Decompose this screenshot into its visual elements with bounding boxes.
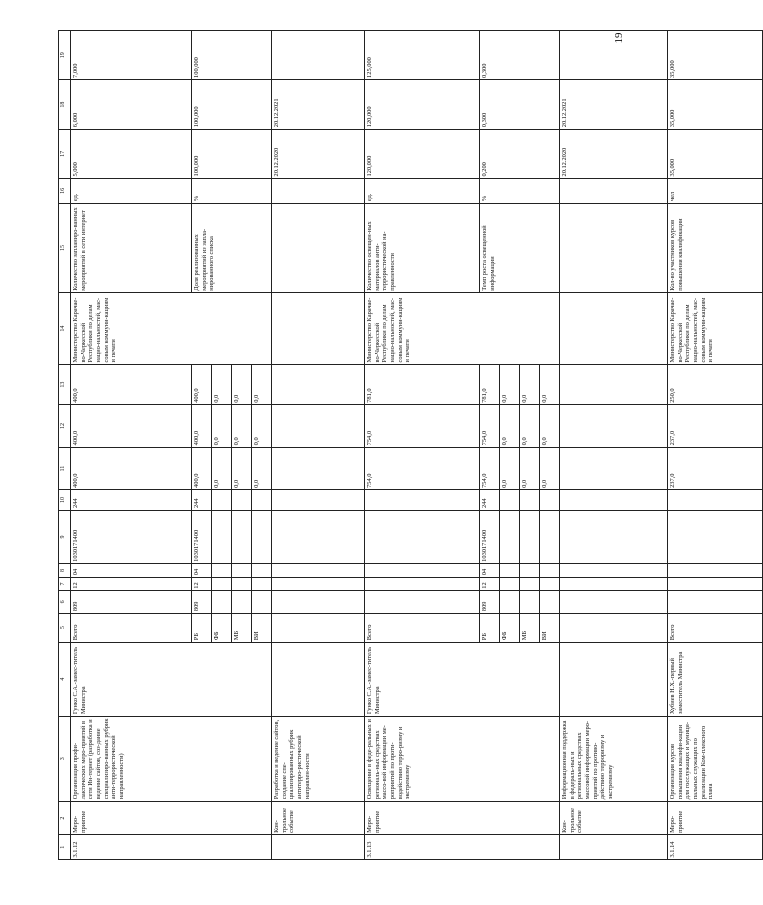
indicator-2021: 0,300 xyxy=(480,80,560,129)
source-rz: 12 xyxy=(480,577,500,590)
source-gr: 809 xyxy=(480,591,500,613)
col-header: 12 xyxy=(59,405,71,448)
col-header: 16 xyxy=(59,179,71,204)
empty-cell xyxy=(272,577,365,590)
total-2021: 400,0 xyxy=(71,405,192,448)
indicator-2021: 35,000 xyxy=(668,80,763,129)
source-gr xyxy=(232,591,252,613)
total-gr: 809 xyxy=(71,591,192,613)
total-pr: 04 xyxy=(71,564,192,577)
source-2021: 0,0 xyxy=(520,405,540,448)
col-header: 13 xyxy=(59,364,71,404)
indicator-2020: 35,000 xyxy=(668,129,763,178)
col-header: 4 xyxy=(59,642,71,716)
source-2022: 0,0 xyxy=(540,364,560,404)
source-vr xyxy=(520,490,540,510)
empty-cell xyxy=(272,203,365,293)
col-header: 11 xyxy=(59,447,71,490)
source-csr xyxy=(500,510,520,564)
total-2022: 250,0 xyxy=(668,364,763,404)
col-header: 7 xyxy=(59,577,71,590)
date-2021: 20.12.2021 xyxy=(272,80,365,129)
total-gr xyxy=(668,591,763,613)
source-vr: 244 xyxy=(192,490,212,510)
total-pr xyxy=(365,564,480,577)
empty-cell xyxy=(272,364,365,404)
empty-cell xyxy=(560,591,668,613)
col-header: 17 xyxy=(59,129,71,178)
indicator-unit: ед. xyxy=(365,179,480,204)
page-number: 19 xyxy=(613,32,625,44)
source-pr xyxy=(212,564,232,577)
source-2022: 0,0 xyxy=(252,364,272,404)
empty-cell xyxy=(272,613,365,642)
table-row xyxy=(365,31,480,860)
source-pr xyxy=(520,564,540,577)
indicator-2021: 6,000 xyxy=(71,80,192,129)
col-header: 8 xyxy=(59,564,71,577)
source-gr xyxy=(212,591,232,613)
total-rz xyxy=(365,577,480,590)
source-vr xyxy=(252,490,272,510)
source-vr xyxy=(232,490,252,510)
source-csr xyxy=(212,510,232,564)
source-rz xyxy=(540,577,560,590)
total-label: Всего xyxy=(668,613,763,642)
total-gr xyxy=(365,591,480,613)
indicator-2022: 125,000 xyxy=(365,31,480,80)
indicator-2021: 100,000 xyxy=(192,80,272,129)
date-2020: 20.12.2020 xyxy=(560,129,668,178)
source-pr: 04 xyxy=(480,564,500,577)
source-rz xyxy=(500,577,520,590)
row-executor: Министерство Карачае-во-Черкесской Республики по делам нацио-нальностей, мас-совым коммуни-кациям и печати xyxy=(71,293,272,365)
row-executor: Министерство Карачае-во-Черкесской Республики по делам нацио-нальностей, мас-совым коммуни-кациям и печати xyxy=(668,293,763,365)
source-2022: 0,0 xyxy=(212,364,232,404)
source-2020: 0,0 xyxy=(500,447,520,490)
row-responsible: Хубиев Н.Х.-первый заместитель Министра xyxy=(668,642,763,716)
source-csr xyxy=(252,510,272,564)
col-header: 10 xyxy=(59,490,71,510)
total-vr xyxy=(668,490,763,510)
indicator-name: Количество запланиро-ванных мероприятий в сети интернет xyxy=(71,203,192,293)
source-gr xyxy=(520,591,540,613)
source-2021: 0,0 xyxy=(500,405,520,448)
row-id xyxy=(560,835,668,860)
empty-cell xyxy=(560,293,668,365)
indicator-2022: 0,300 xyxy=(480,31,560,80)
source-2020: 400,0 xyxy=(192,447,212,490)
source-2022: 0,0 xyxy=(520,364,540,404)
empty-cell xyxy=(560,31,668,80)
row-responsible xyxy=(272,642,365,716)
indicator-name: Темп роста освещенной информации xyxy=(480,203,560,293)
indicator-name: Доля реализованных мероприятий из запла-нированного списка xyxy=(192,203,272,293)
source-vr xyxy=(212,490,232,510)
row-id: 3.1.12 xyxy=(71,835,272,860)
indicator-2021: 120,000 xyxy=(365,80,480,129)
source-name: ФБ xyxy=(212,613,232,642)
total-rz xyxy=(668,577,763,590)
col-header: 6 xyxy=(59,591,71,613)
empty-cell xyxy=(272,591,365,613)
source-vr: 244 xyxy=(480,490,500,510)
col-header: 2 xyxy=(59,801,71,835)
empty-cell xyxy=(560,364,668,404)
empty-cell xyxy=(272,405,365,448)
total-csr xyxy=(365,510,480,564)
row-type: Меро-приятие xyxy=(71,801,272,835)
source-pr xyxy=(232,564,252,577)
source-2021: 754,0 xyxy=(480,405,500,448)
empty-cell xyxy=(272,293,365,365)
empty-cell xyxy=(560,613,668,642)
total-2022: 781,0 xyxy=(365,364,480,404)
column-number-row xyxy=(59,31,71,860)
source-2020: 0,0 xyxy=(252,447,272,490)
source-name: РБ xyxy=(480,613,500,642)
total-2021: 237,0 xyxy=(668,405,763,448)
total-vr xyxy=(365,490,480,510)
table-row xyxy=(668,31,763,860)
col-header: 5 xyxy=(59,613,71,642)
source-pr xyxy=(540,564,560,577)
row-id xyxy=(272,835,365,860)
col-header: 1 xyxy=(59,835,71,860)
indicator-unit: чел xyxy=(668,179,763,204)
row-type: Меро-приятие xyxy=(365,801,560,835)
row-name: Разработка и ведение сайтов, создание спе-циализированных рубрик антитерро-ристической направлен-ности xyxy=(272,716,365,801)
row-id: 3.1.13 xyxy=(365,835,560,860)
row-responsible: Гунко С.А.-замес-титель Министра xyxy=(71,642,272,716)
source-rz xyxy=(252,577,272,590)
total-csr: 1030171400 xyxy=(71,510,192,564)
source-gr xyxy=(500,591,520,613)
indicator-unit: % xyxy=(480,179,560,204)
col-header: 14 xyxy=(59,293,71,365)
rotated-table-wrapper xyxy=(58,30,715,860)
col-header: 18 xyxy=(59,80,71,129)
row-id: 3.1.14 xyxy=(668,835,763,860)
empty-cell xyxy=(560,447,668,490)
col-header: 9 xyxy=(59,510,71,564)
source-2021: 400,0 xyxy=(192,405,212,448)
total-2021: 754,0 xyxy=(365,405,480,448)
indicator-name: Кол-во участников курсов повышения квалификации xyxy=(668,203,763,293)
indicator-2022: 7,000 xyxy=(71,31,192,80)
date-2020: 20.12.2020 xyxy=(272,129,365,178)
row-type: Меро-приятие xyxy=(668,801,763,835)
empty-cell xyxy=(272,31,365,80)
source-csr xyxy=(540,510,560,564)
source-name: ВИ xyxy=(252,613,272,642)
source-rz xyxy=(520,577,540,590)
indicator-2020: 0,200 xyxy=(480,129,560,178)
total-2020: 754,0 xyxy=(365,447,480,490)
indicator-name: Количество освещен-ных материалов анти-террористической на-правленности xyxy=(365,203,480,293)
empty-cell xyxy=(560,203,668,293)
total-label: Всего xyxy=(365,613,480,642)
indicator-unit: ед. xyxy=(71,179,192,204)
program-table xyxy=(58,30,763,860)
col-header: 19 xyxy=(59,31,71,80)
source-2022: 781,0 xyxy=(480,364,500,404)
empty-cell xyxy=(272,179,365,204)
source-2022: 0,0 xyxy=(500,364,520,404)
table-row xyxy=(71,31,192,860)
source-2021: 0,0 xyxy=(232,405,252,448)
row-type: Кон-трольное событие xyxy=(272,801,365,835)
source-gr: 809 xyxy=(192,591,212,613)
source-2020: 754,0 xyxy=(480,447,500,490)
source-pr xyxy=(252,564,272,577)
row-executor: Министерство Карачае-во-Черкесской Республики по делам нацио-нальностей, мас-совым коммуни-кациям и печати xyxy=(365,293,560,365)
source-rz: 12 xyxy=(192,577,212,590)
source-2020: 0,0 xyxy=(520,447,540,490)
source-gr xyxy=(252,591,272,613)
col-header: 15 xyxy=(59,203,71,293)
source-name: ВИ xyxy=(540,613,560,642)
table-row xyxy=(272,31,365,860)
source-2020: 0,0 xyxy=(232,447,252,490)
col-header: 3 xyxy=(59,716,71,801)
total-2020: 237,0 xyxy=(668,447,763,490)
empty-cell xyxy=(560,564,668,577)
source-csr xyxy=(232,510,252,564)
source-2020: 0,0 xyxy=(540,447,560,490)
source-2021: 0,0 xyxy=(252,405,272,448)
source-name: МБ xyxy=(520,613,540,642)
source-gr xyxy=(540,591,560,613)
date-2021: 20.12.2021 xyxy=(560,80,668,129)
row-name: Информационная поддержка в федераль-ных и региональных средствах массовой информации меро-приятий по противо-действию терроризму и экстремизму xyxy=(560,716,668,801)
source-csr: 1030171400 xyxy=(192,510,212,564)
source-rz xyxy=(232,577,252,590)
table-row xyxy=(560,31,668,860)
total-csr xyxy=(668,510,763,564)
source-name: ФБ xyxy=(500,613,520,642)
row-name: Организация профи-лактических меро-приятий в сети Ин-тернет (разработка и ведение сайтов, соз-дание специализиро-ванных рубрик анти-террористической направленности) xyxy=(71,716,272,801)
total-pr xyxy=(668,564,763,577)
indicator-2020: 120,000 xyxy=(365,129,480,178)
row-responsible xyxy=(560,642,668,716)
indicator-2020: 5,000 xyxy=(71,129,192,178)
empty-cell xyxy=(560,490,668,510)
total-2020: 400,0 xyxy=(71,447,192,490)
indicator-2020: 100,000 xyxy=(192,129,272,178)
total-rz: 12 xyxy=(71,577,192,590)
source-name: МБ xyxy=(232,613,252,642)
source-2020: 0,0 xyxy=(212,447,232,490)
source-pr: 04 xyxy=(192,564,212,577)
source-2021: 0,0 xyxy=(540,405,560,448)
source-csr xyxy=(520,510,540,564)
indicator-2022: 100,000 xyxy=(192,31,272,80)
source-2022: 400,0 xyxy=(192,364,212,404)
row-type: Кон-трольное событие xyxy=(560,801,668,835)
indicator-unit: % xyxy=(192,179,272,204)
empty-cell xyxy=(560,510,668,564)
total-vr: 244 xyxy=(71,490,192,510)
empty-cell xyxy=(560,405,668,448)
source-2022: 0,0 xyxy=(232,364,252,404)
row-name: Организация курсов повышения квалифи-кации для госслужащих и муници-пальных служащих по реализации Ком-плексного плана xyxy=(668,716,763,801)
indicator-2022: 35,000 xyxy=(668,31,763,80)
empty-cell xyxy=(272,510,365,564)
empty-cell xyxy=(560,179,668,204)
total-2022: 400,0 xyxy=(71,364,192,404)
source-vr xyxy=(500,490,520,510)
empty-cell xyxy=(272,447,365,490)
source-2021: 0,0 xyxy=(212,405,232,448)
source-vr xyxy=(540,490,560,510)
row-name: Освещение в феде-ральных и региональ-ных средствах массо-вой информации ме-роприятий по проти-водействию терро-ризму и экстремизму xyxy=(365,716,560,801)
source-pr xyxy=(500,564,520,577)
source-name: РБ xyxy=(192,613,212,642)
total-label: Всего xyxy=(71,613,192,642)
source-csr: 1030171400 xyxy=(480,510,500,564)
row-responsible: Гунко С.А.-замес-титель Министра xyxy=(365,642,560,716)
empty-cell xyxy=(272,490,365,510)
source-rz xyxy=(212,577,232,590)
empty-cell xyxy=(272,564,365,577)
empty-cell xyxy=(560,577,668,590)
